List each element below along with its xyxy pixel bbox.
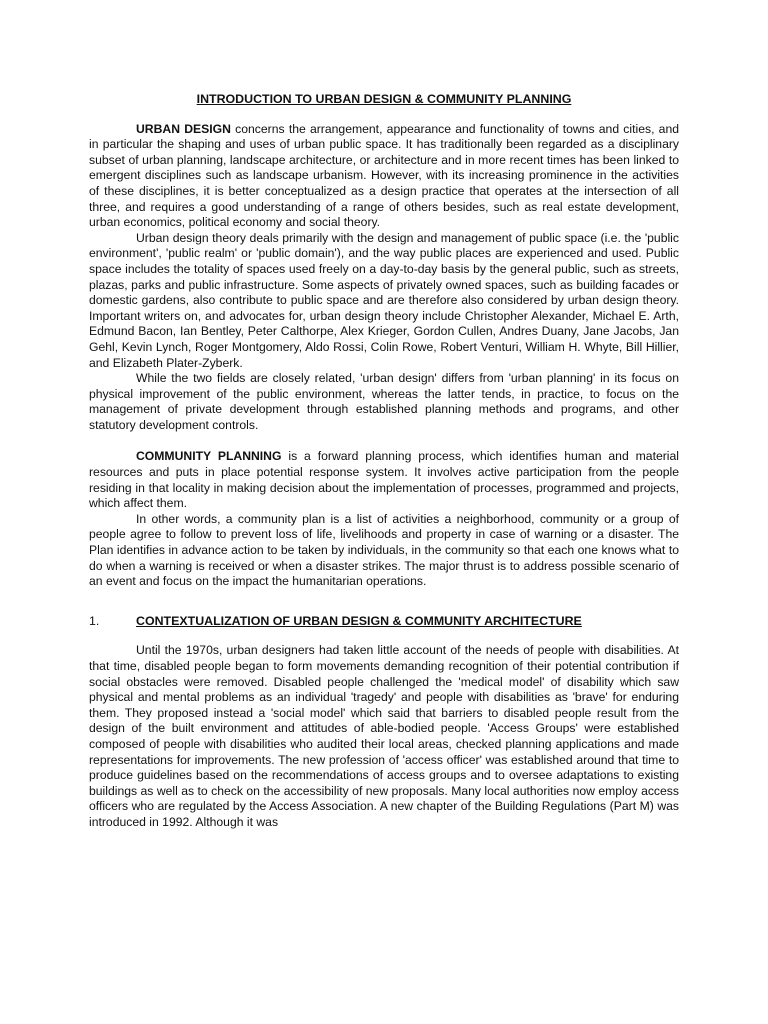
document-title: INTRODUCTION TO URBAN DESIGN & COMMUNITY PLANNING <box>196 92 572 106</box>
section-1-paragraph-1: Until the 1970s, urban designers had taken little account of the needs of people with disabilities. At that time, disabled people began to form movements demanding recognition of their potential contribution if social obstacles were removed. Disabled people challenged the 'medical model' of disability which saw physical and mental problems as an individual 'tragedy' and people with disabilities as 'brave' for enduring them. They proposed instead a 'social model' which said that barriers to disabled people result from the design of the built environment and attitudes of able-bodied people. 'Access Groups' were established composed of people with disabilities who audited their local areas, checked planning applications and made representations for improvements. The new profession of 'access officer' was established around that time to produce guidelines based on the recommendations of access groups and to oversee adaptations to existing buildings as well as to check on the accessibility of new proposals. Many local authorities now employ access officers who are regulated by the Access Association. A new chapter of the Building Regulations (Part M) was introduced in 1992. Although it was <box>89 643 679 829</box>
community-planning-paragraph-1-text: is a forward planning process, which identifies human and material resources and puts in place potential response system. It involves active participation from the people residing in that locality in making decision about the implementation of processes, programmed and projects, which affect them. <box>89 449 679 511</box>
community-planning-paragraph-1 <box>89 449 679 511</box>
community-planning-lead: COMMUNITY PLANNING <box>136 449 282 464</box>
section-1-number: 1. <box>89 613 100 628</box>
document-page <box>89 92 679 831</box>
community-planning-paragraph-2: In other words, a community plan is a list of activities a neighborhood, community or a group of people agree to follow to prevent loss of life, livelihoods and property in case of warning or a disaster. The Plan identifies in advance action to be taken by individuals, in the community so that each one knows what to do when a warning is received or when a disaster strikes. The major thrust is to address possible scenario of an event and focus on the impact the humanitarian operations. <box>89 511 679 589</box>
section-1-heading <box>89 614 679 630</box>
urban-design-paragraph-1-text: concerns the arrangement, appearance and functionality of towns and cities, and in particular the shaping and uses of urban public space. It has traditionally been regarded as a disciplinary subset of urban planning, landscape architecture, or architecture and in more recent times has been linked to emergent disciplines such as landscape urbanism. However, with its increasing prominence in the activities of these disciplines, it is better conceptualized as a design practice that operates at the intersection of all three, and requires a good understanding of a range of others besides, such as real estate development, urban economics, political economy and social theory. <box>89 121 680 230</box>
urban-design-paragraph-1 <box>89 122 679 231</box>
urban-design-paragraph-2: Urban design theory deals primarily with the design and management of public space (i.e. the 'public environment', 'public realm' or 'public domain'), and the way public places are experienced and used. Public space includes the totality of spaces used freely on a day-to-day basis by the general public, such as streets, plazas, parks and public infrastructure. Some aspects of privately owned spaces, such as building facades or domestic gardens, also contribute to public space and are therefore also considered by urban design theory. Important writers on, and advocates for, urban design theory include Christopher Alexander, Michael E. Arth, Edmund Bacon, Ian Bentley, Peter Calthorpe, Alex Krieger, Gordon Cullen, Andres Duany, Jane Jacobs, Jan Gehl, Kevin Lynch, Roger Montgomery, Aldo Rossi, Colin Rowe, Robert Venturi, William H. Whyte, Bill Hillier, and Elizabeth Plater-Zyberk. <box>89 230 679 370</box>
urban-design-lead: URBAN DESIGN <box>136 121 231 136</box>
urban-design-paragraph-3: While the two fields are closely related, 'urban design' differs from 'urban planning' in its focus on physical improvement of the public environment, whereas the latter tends, in practice, to focus on the management of private development through established planning methods and programs, and other statutory development controls. <box>89 371 679 432</box>
spacer <box>89 433 679 449</box>
section-1-title: CONTEXTUALIZATION OF URBAN DESIGN & COMMUNITY ARCHITECTURE <box>136 613 582 628</box>
spacer <box>89 590 679 614</box>
